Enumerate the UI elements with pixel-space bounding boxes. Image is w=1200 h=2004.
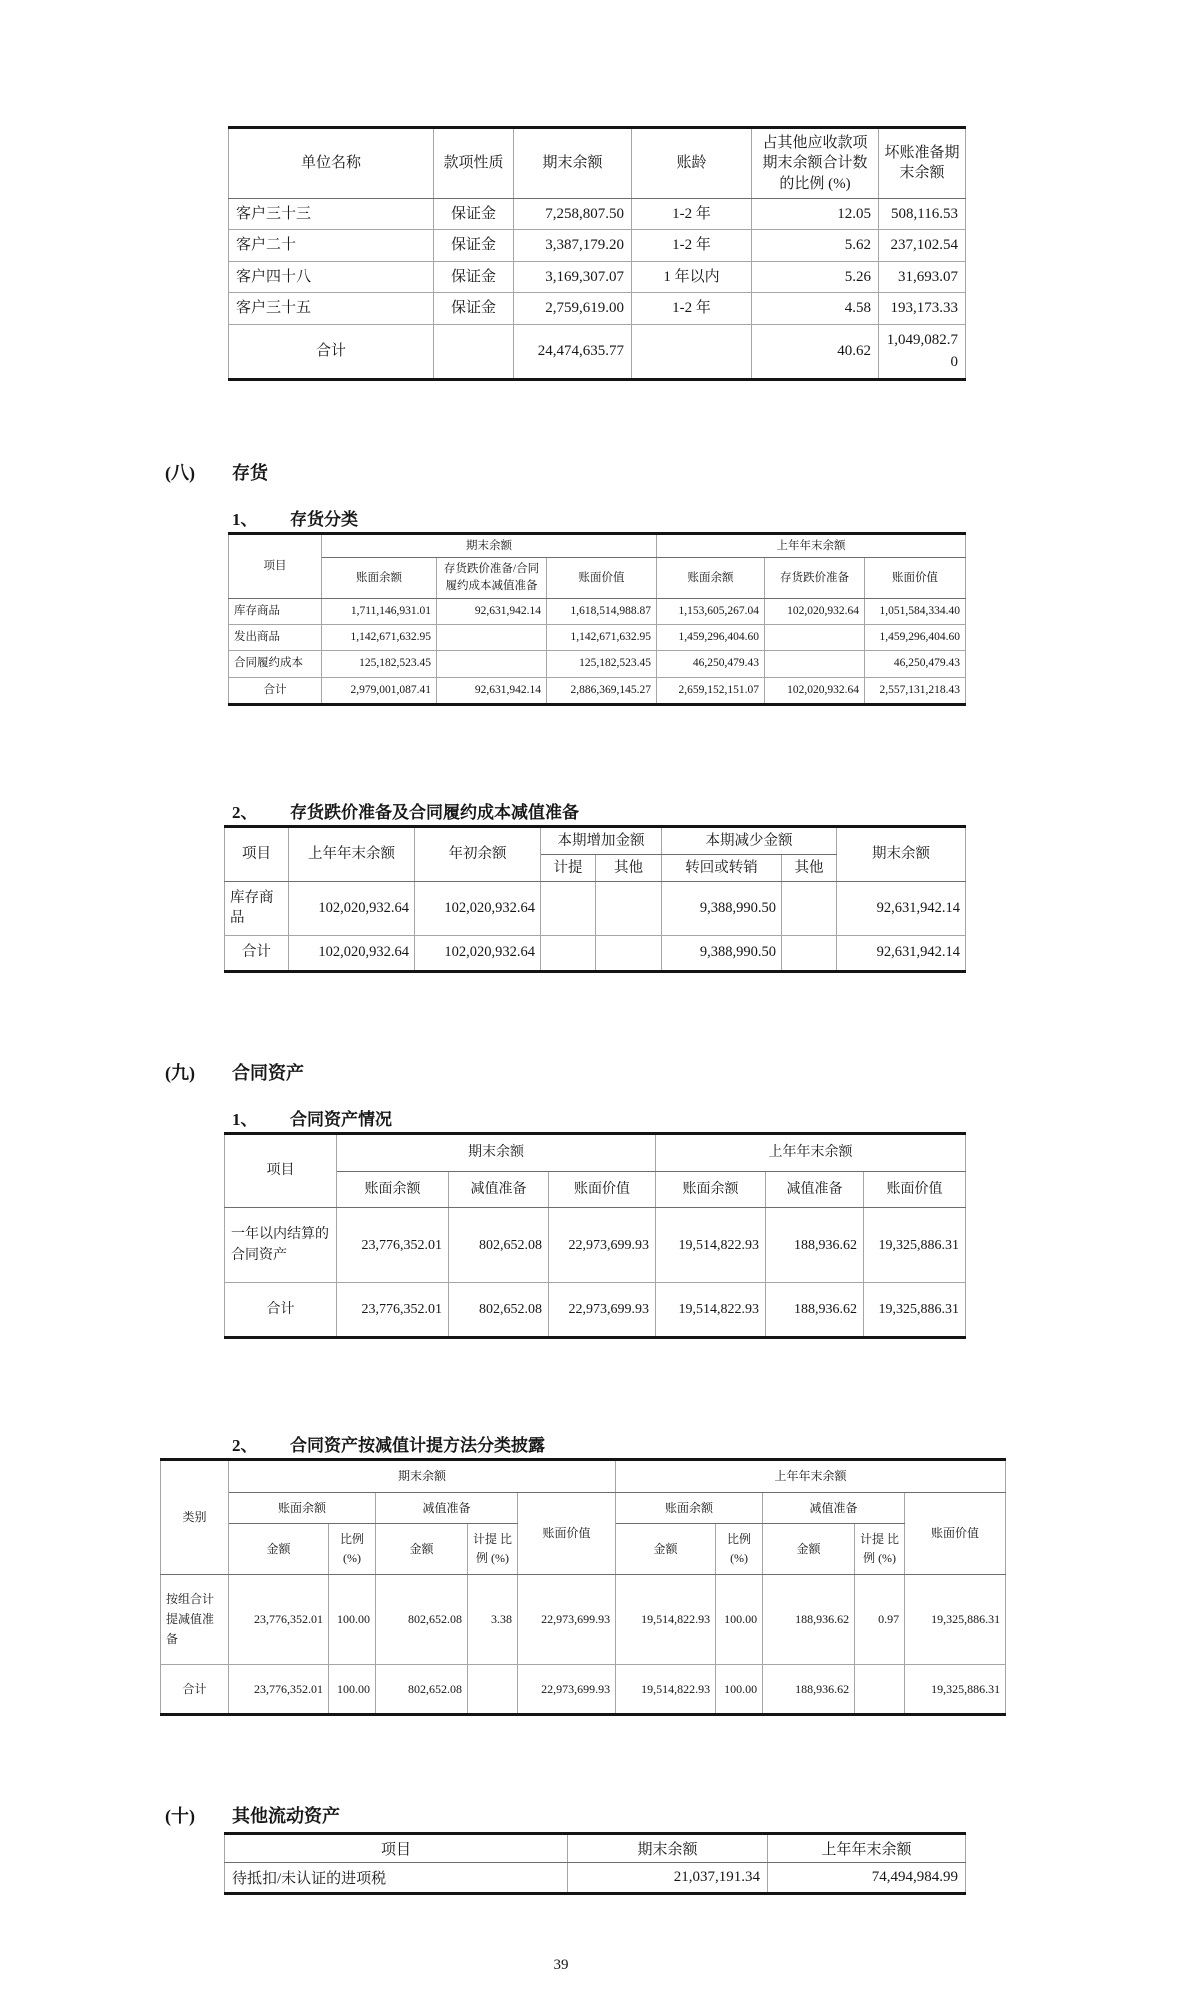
- column-group-book-balance: 账面余额: [229, 1492, 376, 1524]
- column-header-amount: 金额: [229, 1524, 329, 1574]
- cell-value: 74,494,984.99: [768, 1863, 966, 1894]
- cell-value: 2,557,131,218.43: [865, 677, 966, 704]
- cell-value: 保证金: [434, 198, 514, 230]
- column-header-impairment-prior: 减值准备: [766, 1171, 864, 1208]
- column-group-current-increase: 本期增加金额: [541, 826, 662, 854]
- cell-value: 9,388,990.50: [662, 882, 782, 936]
- row-label: 合计: [229, 324, 434, 379]
- row-label: 客户二十: [229, 230, 434, 262]
- cell-value: 19,325,886.31: [864, 1208, 966, 1283]
- column-group-ending-balance: 期末余额: [322, 533, 657, 558]
- section-index: (八): [165, 462, 195, 483]
- cell-value: 24,474,635.77: [514, 324, 632, 379]
- cell-value: [855, 1664, 905, 1714]
- cell-value: 100.00: [716, 1664, 763, 1714]
- subsection-index: 1、: [232, 1110, 258, 1130]
- cell-value: 12.05: [752, 198, 879, 230]
- row-label: 客户三十三: [229, 198, 434, 230]
- column-header-ending-balance: 期末余额: [837, 826, 966, 882]
- row-label: 合计: [229, 677, 322, 704]
- cell-value: 802,652.08: [376, 1664, 468, 1714]
- cell-value: [541, 882, 596, 936]
- cell-value: 193,173.33: [879, 293, 966, 325]
- column-header-book-value: 账面价值: [549, 1171, 656, 1208]
- subsection-heading-inventory-class: [232, 505, 1200, 530]
- cell-value: 9,388,990.50: [662, 936, 782, 972]
- subsection-heading-inventory-provision: [232, 798, 1200, 823]
- table-header-row: [229, 558, 966, 598]
- cell-value: 1,142,671,632.95: [547, 625, 657, 651]
- cell-value: 125,182,523.45: [322, 651, 437, 677]
- cell-value: 508,116.53: [879, 198, 966, 230]
- cell-value: [765, 651, 865, 677]
- row-label: 库存商品: [225, 882, 289, 936]
- cell-value: 23,776,352.01: [229, 1664, 329, 1714]
- column-header-amount-prior: 金额: [616, 1524, 716, 1574]
- section-title: 存货: [232, 462, 268, 483]
- column-header-reversal: 转回或转销: [662, 855, 782, 882]
- cell-value: [541, 936, 596, 972]
- row-label: 合计: [225, 1283, 337, 1338]
- section-heading-other-current-assets: [165, 1802, 1200, 1828]
- subsection-title: 存货跌价准备及合同履约成本减值准备: [290, 802, 579, 822]
- table-header-row: [161, 1460, 1006, 1493]
- table-row: [229, 324, 966, 379]
- row-label: 客户四十八: [229, 261, 434, 293]
- inventory-provision-table: [224, 825, 966, 973]
- cell-value: 102,020,932.64: [415, 936, 541, 972]
- cell-value: [632, 324, 752, 379]
- column-header-book-value-prior: 账面价值: [905, 1492, 1006, 1574]
- cell-value: 19,325,886.31: [905, 1574, 1006, 1664]
- cell-value: 1,049,082.70: [879, 324, 966, 379]
- cell-value: 22,973,699.93: [549, 1283, 656, 1338]
- cell-value: 1-2 年: [632, 293, 752, 325]
- table-header-row: [225, 826, 966, 854]
- cell-value: 22,973,699.93: [518, 1574, 616, 1664]
- table-row: [161, 1664, 1006, 1714]
- cell-value: 102,020,932.64: [289, 936, 415, 972]
- cell-value: 40.62: [752, 324, 879, 379]
- cell-value: 22,973,699.93: [549, 1208, 656, 1283]
- cell-value: 102,020,932.64: [765, 598, 865, 624]
- column-header-ratio: 比例 (%): [329, 1524, 376, 1574]
- cell-value: [782, 936, 837, 972]
- table-row: [225, 1863, 966, 1894]
- column-group-impairment: 减值准备: [376, 1492, 518, 1524]
- cell-value: 2,886,369,145.27: [547, 677, 657, 704]
- cell-value: 92,631,942.14: [837, 936, 966, 972]
- cell-value: 46,250,479.43: [865, 651, 966, 677]
- cell-value: 46,250,479.43: [657, 651, 765, 677]
- cell-value: 92,631,942.14: [437, 598, 547, 624]
- section-index: (十): [165, 1806, 195, 1827]
- cell-value: 1,459,296,404.60: [865, 625, 966, 651]
- table-row: [229, 677, 966, 704]
- table-header-row: [161, 1492, 1006, 1524]
- column-header-ratio-prior: 比例 (%): [716, 1524, 763, 1574]
- table-row: [229, 198, 966, 230]
- section-heading-inventory: [165, 459, 1200, 485]
- subsection-index: 2、: [232, 1436, 258, 1456]
- row-label: 待抵扣/未认证的进项税: [225, 1863, 568, 1894]
- cell-value: 31,693.07: [879, 261, 966, 293]
- column-header-book-value: 账面价值: [547, 558, 657, 598]
- cell-value: 21,037,191.34: [568, 1863, 768, 1894]
- subsection-title: 存货分类: [290, 509, 358, 529]
- cell-value: 22,973,699.93: [518, 1664, 616, 1714]
- other-receivables-table: [228, 126, 966, 381]
- table-header-row: [229, 128, 966, 199]
- cell-value: 保证金: [434, 230, 514, 262]
- row-label: 合同履约成本: [229, 651, 322, 677]
- row-label: 发出商品: [229, 625, 322, 651]
- cell-value: 19,325,886.31: [864, 1283, 966, 1338]
- cell-value: 19,514,822.93: [656, 1208, 766, 1283]
- column-header-accrual-ratio: 计提 比例 (%): [468, 1524, 518, 1574]
- cell-value: 102,020,932.64: [289, 882, 415, 936]
- column-header-book-balance: 账面余额: [322, 558, 437, 598]
- column-header-book-balance: 账面余额: [337, 1171, 449, 1208]
- table-header-row: [225, 1834, 966, 1863]
- section-title: 合同资产: [232, 1063, 304, 1084]
- column-group-ending-balance: 期末余额: [337, 1134, 656, 1172]
- column-header-ratio-of-total: 占其他应收款项期末余额合计数的比例 (%): [752, 128, 879, 199]
- row-label: 合计: [225, 936, 289, 972]
- cell-value: 188,936.62: [766, 1208, 864, 1283]
- cell-value: 188,936.62: [763, 1664, 855, 1714]
- cell-value: 1,618,514,988.87: [547, 598, 657, 624]
- cell-value: 3,169,307.07: [514, 261, 632, 293]
- other-current-assets-table: [224, 1832, 966, 1895]
- cell-value: [434, 324, 514, 379]
- cell-value: [468, 1664, 518, 1714]
- column-header-amount-impairment-prior: 金额: [763, 1524, 855, 1574]
- cell-value: 23,776,352.01: [337, 1208, 449, 1283]
- cell-value: 1 年以内: [632, 261, 752, 293]
- table-row: [225, 936, 966, 972]
- cell-value: 188,936.62: [766, 1283, 864, 1338]
- contract-assets-method-table: [160, 1458, 1006, 1716]
- subsection-index: 2、: [232, 802, 258, 822]
- table-row: [229, 598, 966, 624]
- cell-value: 1,153,605,267.04: [657, 598, 765, 624]
- cell-value: 100.00: [329, 1574, 376, 1664]
- column-header-opening-balance: 年初余额: [415, 826, 541, 882]
- row-label: 库存商品: [229, 598, 322, 624]
- cell-value: 100.00: [329, 1664, 376, 1714]
- cell-value: 2,979,001,087.41: [322, 677, 437, 704]
- cell-value: [596, 882, 662, 936]
- cell-value: 102,020,932.64: [765, 677, 865, 704]
- cell-value: 3.38: [468, 1574, 518, 1664]
- cell-value: 125,182,523.45: [547, 651, 657, 677]
- cell-value: 237,102.54: [879, 230, 966, 262]
- column-header-ending-balance: 期末余额: [568, 1834, 768, 1863]
- cell-value: 802,652.08: [376, 1574, 468, 1664]
- column-group-prior-year-balance: 上年年末余额: [656, 1134, 966, 1172]
- table-header-row: [229, 533, 966, 558]
- row-label: 客户三十五: [229, 293, 434, 325]
- column-group-book-balance-prior: 账面余额: [616, 1492, 763, 1524]
- cell-value: 23,776,352.01: [229, 1574, 329, 1664]
- column-group-prior-year-balance: 上年年末余额: [657, 533, 966, 558]
- cell-value: 5.62: [752, 230, 879, 262]
- section-heading-contract-assets: [165, 1059, 1200, 1085]
- cell-value: 7,258,807.50: [514, 198, 632, 230]
- column-header-book-balance-prior: 账面余额: [656, 1171, 766, 1208]
- cell-value: 1-2 年: [632, 198, 752, 230]
- subsection-title: 合同资产按减值计提方法分类披露: [290, 1436, 545, 1456]
- column-header-inventory-provision-long: 存货跌价准备/合同履约成本减值准备: [437, 558, 547, 598]
- column-header-accrual-ratio-prior: 计提 比例 (%): [855, 1524, 905, 1574]
- cell-value: 3,387,179.20: [514, 230, 632, 262]
- cell-value: [437, 625, 547, 651]
- subsection-index: 1、: [232, 509, 258, 529]
- cell-value: 4.58: [752, 293, 879, 325]
- column-header-category: 类别: [161, 1460, 229, 1574]
- column-header-prior-year-balance: 上年年末余额: [768, 1834, 966, 1863]
- row-label: 合计: [161, 1664, 229, 1714]
- column-header-item: 项目: [225, 826, 289, 882]
- cell-value: 188,936.62: [763, 1574, 855, 1664]
- column-header-bad-debt-ending: 坏账准备期末余额: [879, 128, 966, 199]
- cell-value: 19,325,886.31: [905, 1664, 1006, 1714]
- cell-value: 保证金: [434, 293, 514, 325]
- column-header-other-decrease: 其他: [782, 855, 837, 882]
- column-header-book-value: 账面价值: [518, 1492, 616, 1574]
- cell-value: 23,776,352.01: [337, 1283, 449, 1338]
- table-row: [229, 230, 966, 262]
- column-group-ending-balance: 期末余额: [229, 1460, 616, 1493]
- cell-value: 5.26: [752, 261, 879, 293]
- cell-value: 1,459,296,404.60: [657, 625, 765, 651]
- column-header-amount-impairment: 金额: [376, 1524, 468, 1574]
- table-header-row: [225, 1171, 966, 1208]
- row-label: 一年以内结算的合同资产: [225, 1208, 337, 1283]
- cell-value: [782, 882, 837, 936]
- table-row: [229, 293, 966, 325]
- table-row: [225, 882, 966, 936]
- cell-value: 1,711,146,931.01: [322, 598, 437, 624]
- cell-value: [596, 936, 662, 972]
- cell-value: 19,514,822.93: [616, 1574, 716, 1664]
- cell-value: 102,020,932.64: [415, 882, 541, 936]
- column-header-impairment: 减值准备: [449, 1171, 549, 1208]
- column-header-book-balance-prior: 账面余额: [657, 558, 765, 598]
- cell-value: 0.97: [855, 1574, 905, 1664]
- cell-value: 2,759,619.00: [514, 293, 632, 325]
- table-row: [225, 1208, 966, 1283]
- column-group-impairment-prior: 减值准备: [763, 1492, 905, 1524]
- cell-value: 19,514,822.93: [656, 1283, 766, 1338]
- cell-value: [765, 625, 865, 651]
- table-row: [229, 625, 966, 651]
- cell-value: 100.00: [716, 1574, 763, 1664]
- column-header-prior-year-balance: 上年年末余额: [289, 826, 415, 882]
- column-header-book-value-prior: 账面价值: [865, 558, 966, 598]
- column-header-book-value-prior: 账面价值: [864, 1171, 966, 1208]
- column-header-other-increase: 其他: [596, 855, 662, 882]
- cell-value: 1-2 年: [632, 230, 752, 262]
- cell-value: 保证金: [434, 261, 514, 293]
- cell-value: 802,652.08: [449, 1283, 549, 1338]
- cell-value: 92,631,942.14: [837, 882, 966, 936]
- table-row: [229, 261, 966, 293]
- cell-value: [437, 651, 547, 677]
- cell-value: 802,652.08: [449, 1208, 549, 1283]
- column-header-inventory-provision: 存货跌价准备: [765, 558, 865, 598]
- column-header-item: 项目: [225, 1834, 568, 1863]
- column-header-aging: 账龄: [632, 128, 752, 199]
- column-header-unit-name: 单位名称: [229, 128, 434, 199]
- table-header-row: [225, 1134, 966, 1172]
- cell-value: 1,051,584,334.40: [865, 598, 966, 624]
- contract-assets-table: [224, 1132, 966, 1339]
- cell-value: 1,142,671,632.95: [322, 625, 437, 651]
- table-row: [161, 1574, 1006, 1664]
- cell-value: 2,659,152,151.07: [657, 677, 765, 704]
- cell-value: 19,514,822.93: [616, 1664, 716, 1714]
- column-header-item: 项目: [229, 533, 322, 598]
- column-group-current-decrease: 本期减少金额: [662, 826, 837, 854]
- inventory-classification-table: [228, 532, 966, 706]
- subsection-title: 合同资产情况: [290, 1110, 392, 1130]
- column-header-payment-nature: 款项性质: [434, 128, 514, 199]
- column-header-ending-balance: 期末余额: [514, 128, 632, 199]
- subsection-heading-contract-assets-method: [232, 1431, 1200, 1456]
- column-header-item: 项目: [225, 1134, 337, 1208]
- cell-value: 92,631,942.14: [437, 677, 547, 704]
- table-row: [229, 651, 966, 677]
- section-index: (九): [165, 1063, 195, 1084]
- table-row: [225, 1283, 966, 1338]
- page-number: 39: [553, 1957, 569, 1974]
- subsection-heading-contract-assets: [232, 1105, 1200, 1130]
- column-header-accrual: 计提: [541, 855, 596, 882]
- section-title: 其他流动资产: [232, 1806, 340, 1827]
- row-label: 按组合计提减值准备: [161, 1574, 229, 1664]
- column-group-prior-year-balance: 上年年末余额: [616, 1460, 1006, 1493]
